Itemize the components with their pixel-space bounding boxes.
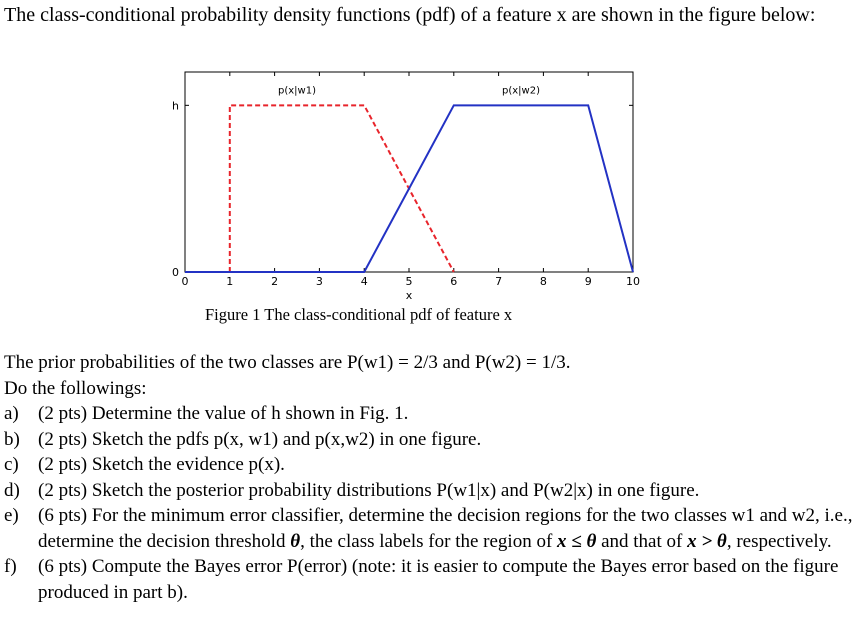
math-expression: x > θ [687,530,727,552]
plot-frame [185,72,633,272]
series-line-1 [230,105,454,272]
question-text-part: and that of [596,530,688,552]
question-letter: e) [4,505,19,526]
question-text-part: (6 pts) For the minimum error classifier, determine the decision regions for the two classes w1 and w2, i.e., determine the decision threshold [38,505,853,552]
curve-label-1: p(x|w1) [278,85,316,97]
question-text-part: , respectively. [726,530,832,552]
problem-intro: The class-conditional probability density functions (pdf) of a feature x are shown in the figure below: [4,4,816,26]
x-tick-label: 4 [360,275,368,288]
pdf-figure [160,62,660,332]
x-axis-label: x [405,289,413,302]
question-c [4,452,862,478]
instruction-text: Do the followings: [4,377,147,399]
question-text: (6 pts) Compute the Bayes error P(error) (note: it is easier to compute the Bayes error based on the figure produced in part b). [38,556,839,603]
question-f [4,554,862,605]
question-a [4,401,862,427]
question-letter: b) [4,428,20,450]
series-line-2 [185,105,633,272]
y-tick-label: h [172,99,179,113]
x-tick-label: 1 [226,275,234,288]
question-text: (2 pts) Determine the value of h shown in Fig. 1. [38,403,409,424]
x-tick-label: 10 [626,275,640,288]
priors-statement: The prior probabilities of the two classes are P(w1) = 2/3 and P(w2) = 1/3. [4,352,571,373]
x-tick-label: 3 [315,275,323,288]
x-tick-label: 5 [405,275,413,288]
question-text-part: , the class labels for the region of [300,530,558,552]
x-tick-label: 2 [271,275,279,288]
y-tick-label: 0 [172,266,179,279]
math-expression: x ≤ θ [557,530,597,552]
question-letter: c) [4,454,19,475]
figure-caption: Figure 1 The class-conditional pdf of feature x [205,305,513,324]
question-letter: a) [4,403,19,424]
theta-symbol: θ [290,530,301,552]
question-d [4,478,862,504]
question-text: (2 pts) Sketch the posterior probability distributions P(w1|x) and P(w2|x) in one figure. [38,479,700,501]
curve-label-2: p(x|w2) [502,85,540,97]
question-b [4,427,862,453]
question-text: (2 pts) Sketch the pdfs p(x, w1) and p(x,w2) in one figure. [38,428,482,450]
question-e [4,503,862,554]
question-letter: d) [4,479,20,501]
x-tick-label: 6 [450,275,458,288]
question-text: (2 pts) Sketch the evidence p(x). [38,454,285,475]
problem-body [4,350,862,605]
x-tick-label: 9 [584,275,592,288]
question-list [4,401,862,605]
pdf-chart [160,62,660,332]
question-letter: f) [4,556,17,577]
x-tick-label: 8 [539,275,547,288]
x-tick-label: 7 [495,275,503,288]
x-tick-label: 0 [181,275,189,288]
